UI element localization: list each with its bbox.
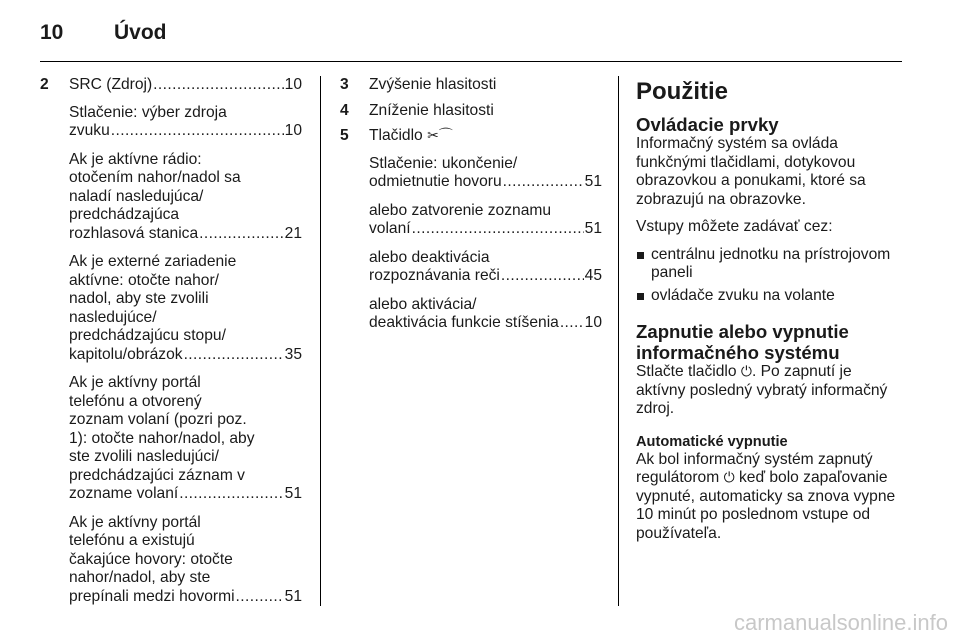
description-line: telefónu a otvorený	[69, 392, 202, 410]
control-entry-4	[340, 102, 602, 121]
description-line: predchádzajúcu stopu/	[69, 327, 226, 344]
toc-line	[369, 267, 602, 286]
description-line: aktívne: otočte nahor/	[69, 271, 219, 289]
description-line: Stlačenie: výber zdroja	[69, 103, 227, 121]
description-line: nahor/nadol, aby ste	[69, 569, 211, 586]
page-ref: 51	[584, 220, 602, 237]
sub-heading: Automatické vypnutie	[636, 433, 788, 450]
control-entry-2	[40, 76, 302, 606]
control-number: 5	[340, 127, 349, 144]
description-line: otočením nahor/nadol sa	[69, 169, 241, 186]
page-ref: 51	[584, 173, 602, 190]
paragraph-text: . Po zapnutí je aktívny posledný vybratý informačný zdroj.	[636, 363, 888, 417]
description-line: nasledujúce/	[69, 308, 157, 326]
toc-line	[69, 76, 302, 95]
toc-line	[369, 314, 602, 333]
toc-line	[369, 220, 602, 239]
column-1	[40, 76, 302, 616]
description-line: 1): otočte nahor/nadol, aby	[69, 429, 255, 447]
control-label: Tlačidlo	[369, 127, 423, 144]
dot-leader	[179, 485, 283, 504]
description-line: alebo deaktivácia	[369, 248, 490, 266]
description-line: prepínali medzi hovormi	[69, 587, 235, 605]
toc-subentry	[369, 249, 602, 286]
section-title: Použitie	[636, 78, 729, 105]
paragraph-text: Stlačte tlačidlo	[636, 363, 737, 380]
paragraph: Informačný systém sa ovláda funkčnými tlačidlami, dotykovou obrazovkou a ponukami, ktoré sa zobrazujú na obrazovke.	[636, 135, 866, 208]
list-item: ovládače zvuku na volante	[636, 287, 902, 306]
power-icon: ⏻	[723, 470, 735, 486]
toc-subentry	[369, 202, 602, 239]
toc-subentry	[369, 296, 602, 333]
column-3	[636, 76, 902, 552]
header-divider	[40, 61, 902, 62]
control-entry-5	[340, 127, 602, 333]
description-line: predchádzajúci záznam v	[69, 466, 245, 484]
dot-leader	[560, 314, 584, 333]
paragraph	[636, 451, 902, 544]
description-line: zozname volaní	[69, 485, 179, 502]
chapter-title: Úvod	[114, 21, 167, 44]
description-line: ste zvolili nasledujúci/	[69, 448, 219, 465]
description-line: Stlačenie: ukončenie/	[369, 154, 518, 172]
toc-line	[69, 346, 302, 365]
page-ref: 51	[284, 485, 302, 502]
paragraph	[636, 363, 902, 419]
description-line: deaktivácia funkcie stíšenia	[369, 314, 559, 331]
toc-line	[369, 173, 602, 192]
page-ref: 35	[284, 345, 302, 363]
page-ref: 10	[584, 314, 602, 331]
description-line: Ak je externé zariadenie	[69, 253, 237, 270]
description-line: volaní	[369, 220, 411, 237]
dot-leader	[412, 220, 584, 239]
description-line: zoznam volaní (pozri poz.	[69, 411, 247, 428]
watermark: carmanualsonline.info	[733, 610, 948, 635]
dot-leader	[503, 173, 584, 192]
control-number: 2	[40, 76, 49, 93]
description-line: odmietnutie hovoru	[369, 173, 502, 190]
description-line: alebo aktivácia/	[369, 295, 477, 313]
control-label: Zníženie hlasitosti	[369, 101, 494, 119]
description-line: Ak je aktívne rádio:	[69, 150, 202, 168]
dot-leader	[199, 225, 283, 244]
page-header	[40, 18, 167, 48]
paragraph-text: Ak bol informačný systém zapnutý regulátorom	[636, 450, 873, 486]
power-icon: ⏻	[740, 364, 752, 380]
description-line: nadol, aby ste zvolili	[69, 290, 209, 307]
control-label: SRC (Zdroj)	[69, 76, 153, 93]
section-heading: Zapnutie alebo vypnutie informačného systému	[636, 321, 849, 363]
dot-leader	[501, 267, 584, 286]
section-heading: Ovládacie prvky	[636, 114, 779, 135]
control-label: Zvýšenie hlasitosti	[369, 76, 497, 93]
list-item: centrálnu jednotku na prístrojovom paneli	[636, 246, 902, 283]
description-line: zvuku	[69, 122, 110, 139]
paragraph-text: keď bolo zapaľovanie vypnuté, automaticky sa znova vypne 10 minút po poslednom vstupe od používateľa.	[636, 469, 896, 542]
description-line: rozhlasová stanica	[69, 224, 199, 242]
description-line: Ak je aktívny portál	[69, 513, 201, 531]
phone-hangup-icon: ✂⌒	[427, 128, 453, 144]
paragraph: Vstupy môžete zadávať cez:	[636, 218, 833, 235]
description-line: Ak je aktívny portál	[69, 374, 201, 391]
toc-line	[69, 225, 302, 244]
dot-leader	[111, 122, 284, 141]
control-entry-3	[340, 76, 602, 95]
column-divider	[618, 76, 619, 606]
control-number: 4	[340, 101, 349, 119]
dot-leader	[236, 588, 284, 607]
description-line: čakajúce hovory: otočte	[69, 550, 233, 568]
toc-subentry	[69, 151, 302, 244]
page-ref: 10	[284, 122, 302, 139]
page-ref: 51	[284, 587, 302, 605]
page-ref: 10	[284, 76, 302, 93]
toc-subentry	[69, 514, 302, 607]
bullet-list	[636, 246, 902, 306]
dot-leader	[184, 346, 284, 365]
page-number: 10	[40, 21, 64, 44]
page-ref: 45	[584, 267, 602, 284]
toc-subentry	[369, 155, 602, 192]
toc-subentry	[69, 104, 302, 141]
description-line: alebo zatvorenie zoznamu	[369, 201, 552, 219]
description-line: kapitolu/obrázok	[69, 345, 183, 363]
control-number: 3	[340, 76, 349, 93]
toc-subentry	[69, 374, 302, 504]
description-line: telefónu a existujú	[69, 532, 195, 549]
description-line: naladí nasledujúca/	[69, 187, 204, 205]
page-ref: 21	[284, 224, 302, 242]
description-line: rozpoznávania reči	[369, 267, 500, 284]
toc-line	[69, 485, 302, 504]
description-line: predchádzajúca	[69, 206, 180, 223]
dot-leader	[153, 76, 283, 95]
column-divider	[320, 76, 321, 606]
column-2	[340, 76, 602, 343]
toc-line	[69, 122, 302, 141]
toc-line	[69, 588, 302, 607]
toc-subentry	[69, 253, 302, 364]
